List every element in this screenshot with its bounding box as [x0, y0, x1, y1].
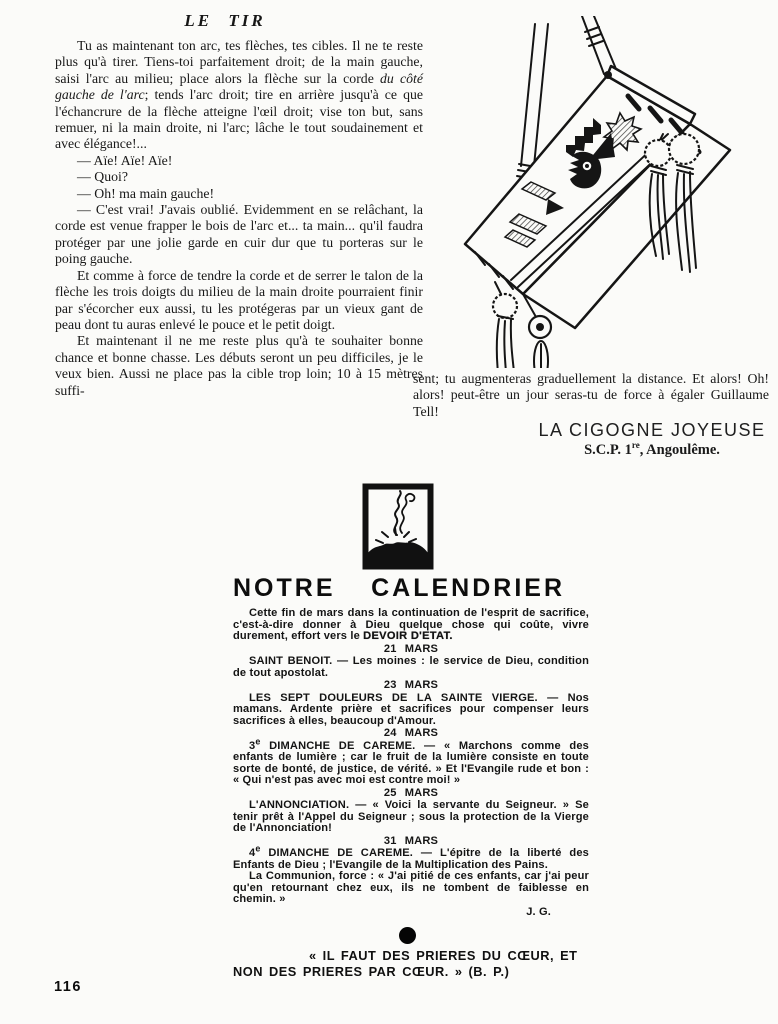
signature-name: LA CIGOGNE JOYEUSE — [538, 420, 766, 440]
article-paragraph-3: Et comme à force de tendre la corde et de serrer le talon de la flèche les trois doigts du milieu de la main droite pourraient finir par s'écorcher eux aussi, tu les protégeras par un vieux gant de peau dont tu auras enlevé le pouce et le petit doigt. — [55, 267, 423, 332]
calendar-communion-paragraph: La Communion, force : « J'ai pitié de ces enfants, car j'ai peur qu'en retournant chez eux, ils ne tombent de faiblesse en chemin. » — [233, 870, 589, 905]
page-number: 116 — [54, 979, 82, 995]
entry-heading: 4 — [249, 847, 256, 859]
article-right-column: sent; tu augmenteras graduellement la distance. Et alors! Oh! alors! peut-être un jour seras-tu de force à égaler Guillaume Tell! — [413, 371, 769, 419]
calendar-entry — [233, 656, 589, 679]
entry-heading-sup: e — [255, 843, 261, 854]
calendar-section — [233, 575, 589, 918]
calendar-date: 25 MARS — [383, 786, 439, 799]
article-title: LE TIR — [184, 11, 266, 30]
entry-body: — Les moines : le service de Dieu, condition de tout apostolat. — [233, 655, 590, 679]
entry-body: — « Voici la servante du Seigneur. » Se tenir prêt à l'Appel du Seigneur ; sous la protection de la Vierge de l'Annonciation! — [233, 799, 589, 834]
quote-line-1: « IL FAUT DES PRIERES DU CŒUR, ET — [309, 948, 578, 963]
calendar-entry — [233, 693, 589, 728]
entry-heading: SAINT BENOIT. — [249, 655, 333, 667]
dialogue-line-3: — Oh! ma main gauche! — [77, 185, 215, 201]
entry-heading-rest: DIMANCHE DE CAREME. — [260, 739, 416, 752]
quote-line-2: NON DES PRIERES PAR CŒUR. » (B. P.) — [233, 963, 510, 979]
article-paragraph-4: Et maintenant il ne me reste plus qu'à te souhaiter bonne chance et bonne chasse. Les débuts seront un peu difficiles, je le veux bien. Aussi ne place pas la cible trop loin; 10 à 15 mètres suffi- — [55, 333, 423, 398]
paragraph-italic-text: du côté gauche de l'arc — [55, 70, 423, 103]
entry-heading: LES SEPT DOULEURS DE LA SAINTE VIERGE. — [249, 691, 538, 704]
calendar-date: 31 MARS — [383, 834, 439, 847]
entry-heading: 3 — [249, 739, 256, 752]
entry-body: — Nos mamans. Ardente prière et sacrifices pour compenser leurs sacrifices à elles, beaucoup d'Amour. — [233, 691, 589, 727]
signature-subline — [528, 442, 776, 459]
entry-body: — « Marchons comme des enfants de lumière ; car le fruit de la lumière consiste en toute sorte de bonté, de justice, de vérité. » Et l'Evangile rude et bon : « Qui n'est pas avec moi est contre moi! » — [233, 739, 589, 786]
calendar-title: NOTRE CALENDRIER — [233, 574, 565, 602]
calendar-signature: J. G. — [526, 905, 551, 918]
quiver-illustration — [435, 16, 765, 368]
signature-sub-sup: re — [631, 440, 640, 451]
intro-strong-text: DEVOIR D'ETAT. — [363, 630, 453, 642]
entry-body: — L'épitre de la liberté des Enfants de Dieu ; l'Evangile de la Multiplication des Pains. — [233, 847, 589, 871]
calendar-date: 23 MARS — [383, 679, 439, 691]
article-signature-block — [528, 420, 776, 459]
campfire-smoke-illustration — [362, 483, 434, 570]
calendar-entry — [233, 735, 589, 787]
intro-text: Cette fin de mars dans la continuation de l'esprit de sacrifice, c'est-à-dire donner à Dieu quelque chose qui coûte, vivre durement, effort vers le — [233, 607, 589, 642]
calendar-entry — [233, 800, 589, 835]
bullet-separator-icon — [399, 927, 416, 944]
calendar-intro — [233, 608, 589, 643]
dialogue-line-4: — C'est vrai! J'avais oublié. Evidemment en se relâchant, la corde est venue frapper le bois de l'arc et... ta main... qu'il faudra protéger par une jolie garde en cuir dur que tu porteras sur le poing gauche. — [55, 202, 423, 267]
dialogue-line-2: — Quoi? — [77, 169, 128, 185]
entry-heading-rest: DIMANCHE DE CAREME. — [260, 847, 413, 859]
calendar-date: 24 MARS — [383, 727, 439, 739]
article-left-column — [55, 38, 423, 399]
signature-sub-text: , Angoulême. — [639, 442, 720, 458]
entry-heading: L'ANNONCIATION. — [249, 799, 350, 811]
paragraph-text: Tu as maintenant ton arc, tes flèches, tes cibles. Il ne te reste plus qu'à tirer. Tiens-toi parfaitement droit; de la main gauche, saisi l'arc au milieu; place alors la flèche sur la corde — [55, 38, 423, 86]
article-paragraph-1 — [55, 38, 423, 153]
calendar-entry — [233, 843, 589, 871]
signature-sub-text: S.C.P. 1 — [584, 442, 632, 458]
dialogue-line-1: — Aïe! Aïe! Aïe! — [77, 152, 173, 168]
paragraph-text: ; tends l'arc droit; tire en arrière jusqu'à ce que l'échancrure de la flèche atteigne l'œil droit; vise ton but, sans remuer, ni la main droite, ni l'arc; lâche le tout soudainement et avec élégance!... — [55, 87, 423, 152]
closing-quote — [233, 948, 585, 979]
entry-heading-sup: e — [255, 735, 261, 746]
calendar-date: 21 MARS — [383, 642, 439, 655]
